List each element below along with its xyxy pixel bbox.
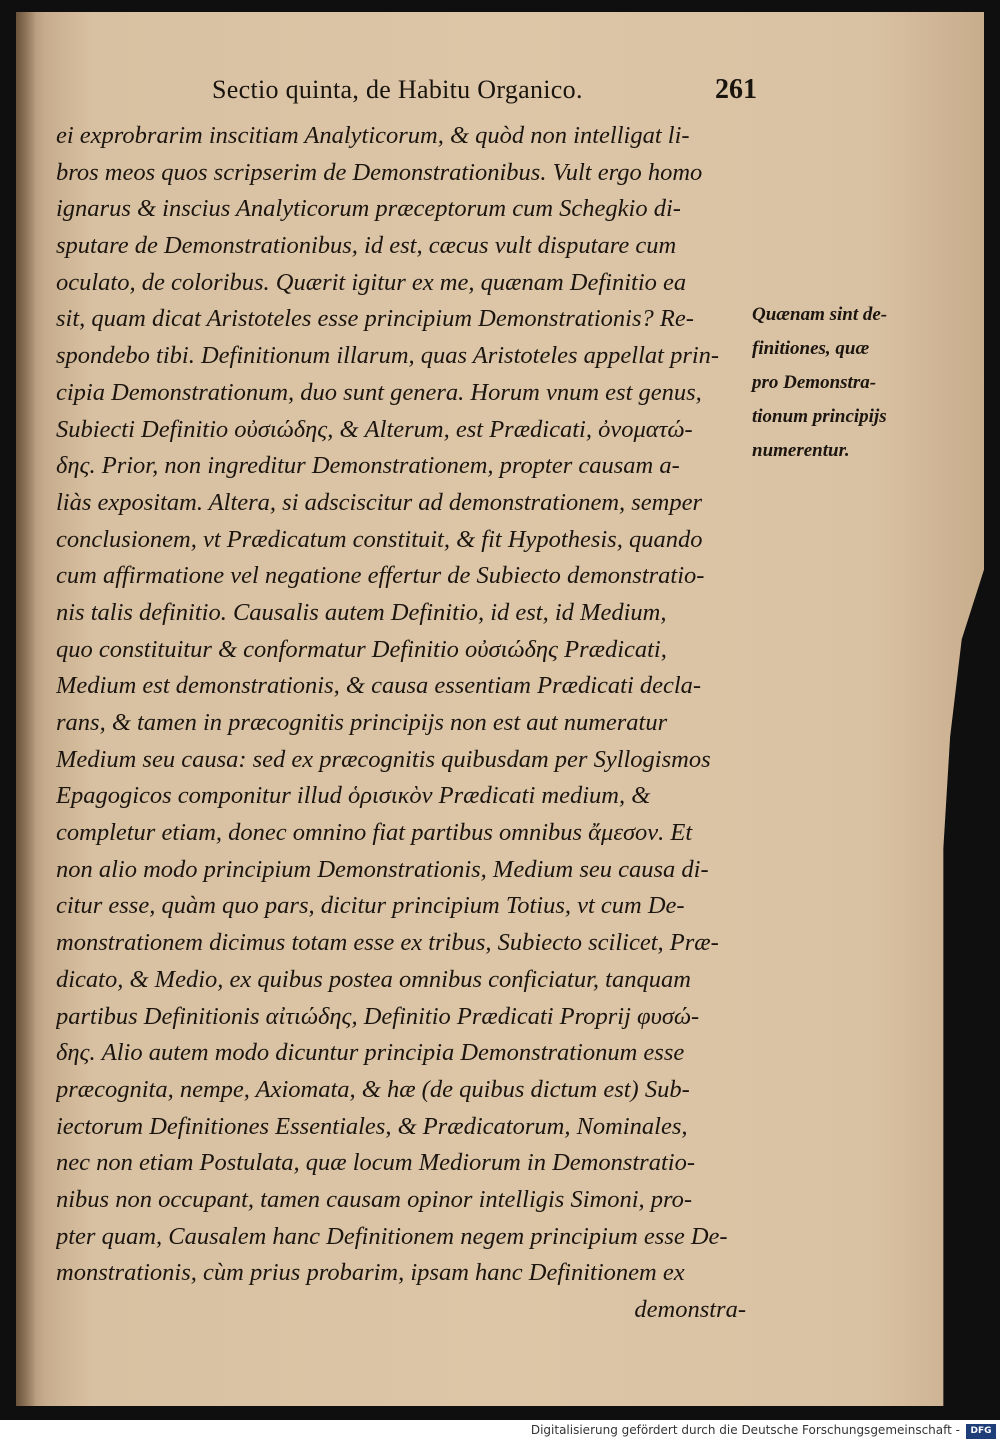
text-line: cum affirmatione vel negatione effertur de Subiecto demonstratio- <box>56 562 705 590</box>
text-line: spondebo tibi. Definitionum illarum, quas Aristoteles appellat prin- <box>56 342 720 370</box>
text-line: δης. Alio autem modo dicuntur principia Demonstrationum esse <box>56 1039 685 1067</box>
text-line: partibus Definitionis αἰτιώδης, Definitio Prædicati Proprij φυσώ- <box>56 1002 700 1030</box>
text-line: nis talis definitio. Causalis autem Definitio, id est, id Medium, <box>56 598 667 626</box>
text-line: Subiecti Definitio οὐσιώδης, & Alterum, est Prædicati, ὀνοματώ- <box>56 415 693 443</box>
marginal-note-line: pro Demonstra- <box>752 372 877 393</box>
text-line: liàs expositam. Altera, si adsciscitur ad demonstrationem, semper <box>56 488 703 516</box>
funding-notice: Digitalisierung gefördert durch die Deutsche Forschungsgemeinschaft - <box>530 1423 960 1437</box>
text-line: præcognita, nempe, Axiomata, & hæ (de quibus dictum est) Sub- <box>56 1075 690 1103</box>
text-line: quo constituitur & conformatur Definitio οὐσιώδης Prædicati, <box>56 635 667 663</box>
text-line: dicato, & Medio, ex quibus postea omnibus conficiatur, tanquam <box>56 965 691 993</box>
text-line: δης. Prior, non ingreditur Demonstrationem, propter causam a- <box>56 452 680 480</box>
body-text <box>56 118 746 1329</box>
text-line: pter quam, Causalem hanc Definitionem negem principium esse De- <box>56 1222 728 1250</box>
page-number: 261 <box>715 74 757 105</box>
text-line: Epagogicos componitur illud ὁρισικὸν Prædicati medium, & <box>56 782 651 810</box>
text-line: ignarus & inscius Analyticorum præceptorum cum Schegkio di- <box>56 195 681 223</box>
text-line: rans, & tamen in præcognitis principijs non est aut numeratur <box>56 709 668 736</box>
text-line: sit, quam dicat Aristoteles esse principium Demonstrationis? Re- <box>56 305 694 333</box>
page-header <box>212 74 757 112</box>
catchword: demonstra- <box>634 1296 746 1323</box>
marginal-note <box>752 298 912 468</box>
marginal-note-line: finitiones, quæ <box>752 338 870 359</box>
dfg-logo: DFG <box>966 1424 996 1439</box>
marginal-note-line: Quænam sint de- <box>752 304 888 325</box>
text-line: monstrationis, cùm prius probarim, ipsam hanc Definitionem ex <box>56 1259 685 1287</box>
text-line: conclusionem, vt Prædicatum constituit, & fit Hypothesis, quando <box>56 525 703 553</box>
text-line: bros meos quos scripserim de Demonstrationibus. Vult ergo homo <box>56 158 703 186</box>
marginal-note-line: numerentur. <box>752 440 850 461</box>
text-line: iectorum Definitiones Essentiales, & Prædicatorum, Nominales, <box>56 1112 688 1140</box>
text-line: monstrationem dicimus totam esse ex tribus, Subiecto scilicet, Præ- <box>56 929 719 957</box>
text-line: Medium est demonstrationis, & causa essentiam Prædicati decla- <box>56 672 702 700</box>
text-line: nibus non occupant, tamen causam opinor intelligis Simoni, pro- <box>56 1185 693 1213</box>
running-head: Sectio quinta, de Habitu Organico. <box>212 75 583 104</box>
text-line: cipia Demonstrationum, duo sunt genera. Horum vnum est genus, <box>56 378 702 406</box>
text-line: oculato, de coloribus. Quærit igitur ex me, quænam Definitio ea <box>56 268 687 296</box>
text-line: ei exprobrarim inscitiam Analyticorum, & quòd non intelligat li- <box>56 122 690 149</box>
marginal-note-line: tionum principijs <box>752 406 887 427</box>
text-line: non alio modo principium Demonstrationis, Medium seu causa di- <box>56 855 709 883</box>
text-line: citur esse, quàm quo pars, dicitur principium Totius, vt cum De- <box>56 892 685 920</box>
text-line: sputare de Demonstrationibus, id est, cæcus vult disputare cum <box>56 232 677 260</box>
text-line: nec non etiam Postulata, quæ locum Mediorum in Demonstratio- <box>56 1149 695 1177</box>
footer-bar <box>0 1420 1000 1445</box>
text-line: completur etiam, donec omnino fiat partibus omnibus ἄμεσον. Et <box>56 819 693 847</box>
gutter-shadow <box>16 12 36 1406</box>
text-line: Medium seu causa: sed ex præcognitis quibusdam per Syllogismos <box>56 745 711 773</box>
